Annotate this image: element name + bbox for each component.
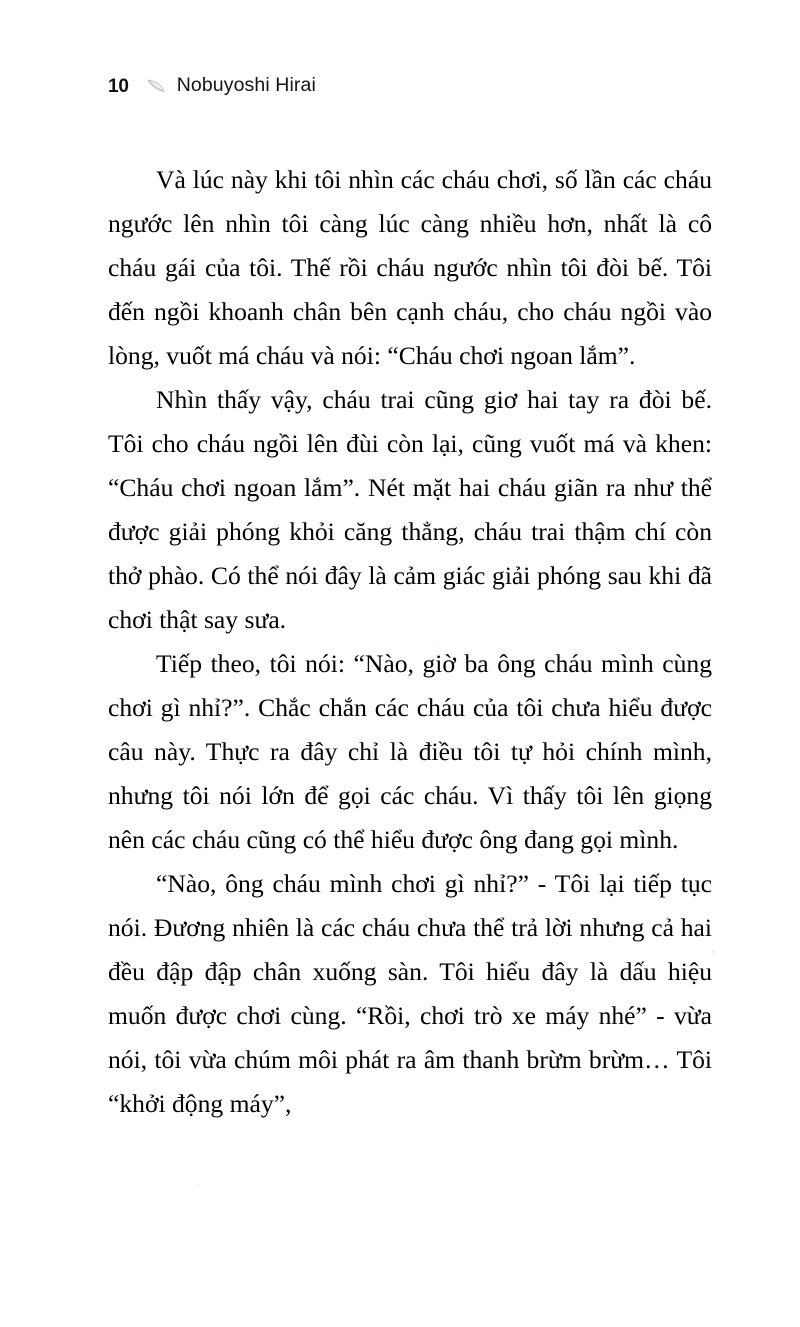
scan-speck	[712, 950, 715, 953]
paragraph: Và lúc này khi tôi nhìn các cháu chơi, số lần các cháu ngước lên nhìn tôi càng lúc càng nhiều hơn, nhất là cô cháu gái của tôi. Thế rồi cháu ngước nhìn tôi đòi bế. Tôi đến ngồi khoanh chân bên cạnh cháu, cho cháu ngồi vào lòng, vuốt má cháu và nói: “Cháu chơi ngoan lắm”.	[108, 165, 712, 370]
paragraph: Tiếp theo, tôi nói: “Nào, giờ ba ông cháu mình cùng chơi gì nhỉ?”. Chắc chắn các cháu của tôi chưa hiểu được câu này. Thực ra đây chỉ là điều tôi tự hỏi chính mình, nhưng tôi nói lớn để gọi các cháu. Vì thấy tôi lên giọng nên các cháu cũng có thể hiểu được ông đang gọi mình.	[108, 649, 712, 854]
running-head	[108, 72, 316, 100]
scan-speck	[196, 1184, 199, 1186]
body-text-block	[108, 158, 712, 1126]
page-number: 10	[108, 75, 129, 97]
leaf-ornament-icon	[145, 76, 167, 96]
paragraph: Nhìn thấy vậy, cháu trai cũng giơ hai tay ra đòi bế. Tôi cho cháu ngồi lên đùi còn lại, cũng vuốt má và khen: “Cháu chơi ngoan lắm”. Nét mặt hai cháu giãn ra như thể được giải phóng khỏi căng thẳng, cháu trai thậm chí còn thở phào. Có thể nói đây là cảm giác giải phóng sau khi đã chơi thật say sưa.	[108, 385, 712, 634]
paragraph: “Nào, ông cháu mình chơi gì nhỉ?” - Tôi lại tiếp tục nói. Đương nhiên là các cháu chưa thể trả lời nhưng cả hai đều đập đập chân xuống sàn. Tôi hiểu đây là dấu hiệu muốn được chơi cùng. “Rồi, chơi trò xe máy nhé” - vừa nói, tôi vừa chúm môi phát ra âm thanh brừm brừm… Tôi “khởi động máy”,	[108, 869, 712, 1118]
running-head-title: Nobuyoshi Hirai	[176, 74, 316, 97]
